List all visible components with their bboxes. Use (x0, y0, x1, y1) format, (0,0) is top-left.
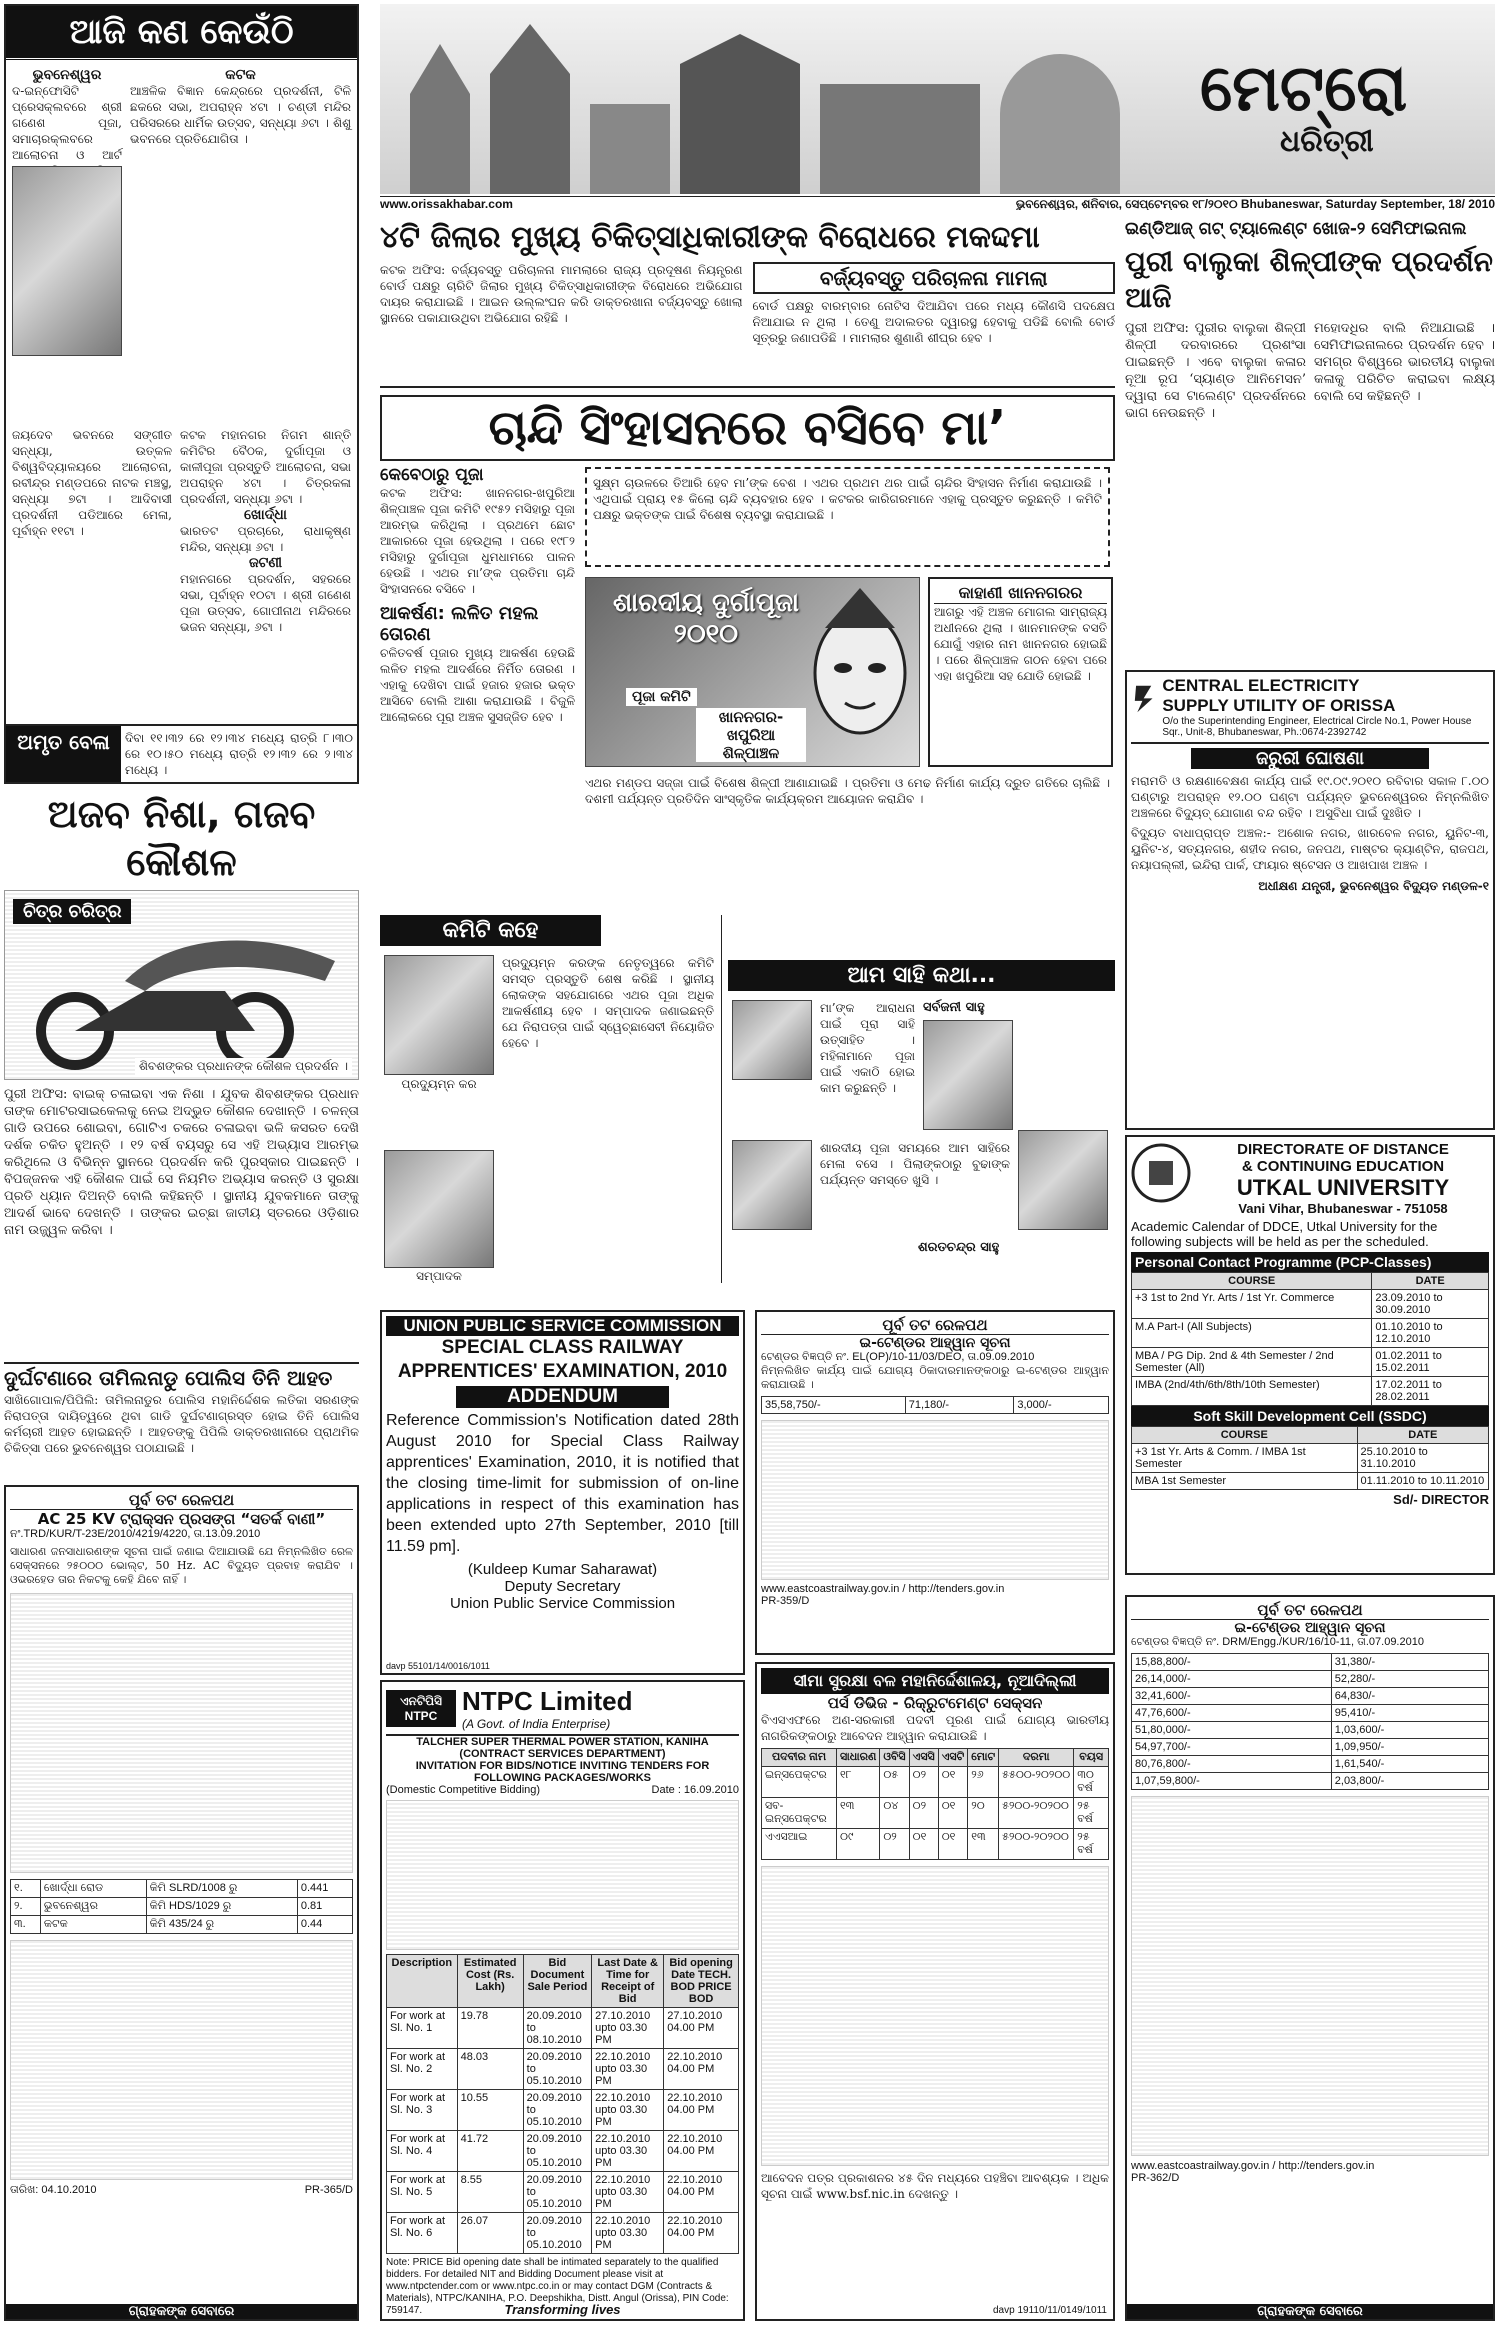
puja-highlight: ସୁକ୍ଷ୍ମ ଚାଉଳରେ ତିଆରି ହେବ ମା’ଙ୍କ ବେଶ । ଏଥର ପ୍ରଥମ ଥର ପାଇଁ ଚାନ୍ଦିର ସିଂହାସନ ନିର୍ମାଣ କରାଯାଉଛି । ଏଥିପାଇଁ ପ୍ରାୟ ୧୫ କିଲୋ ଚାନ୍ଦି ବ୍ୟବହାର ହେବ । କଟକର କାରିଗରମାନେ ଏହାକୁ ପ୍ରସ୍ତୁତ କରୁଛନ୍ତି । କମିଟି ପକ୍ଷରୁ ଭକ୍ତଙ୍କ ପାଇଁ ବିଶେଷ ବ୍ୟବସ୍ଥା କରାଯାଇଛି । (585, 467, 1110, 567)
cesu-org2: SUPPLY UTILITY OF ORISSA (1162, 696, 1396, 715)
utkal-l4: Vani Vihar, Bhubaneswar - 751058 (1238, 1201, 1448, 1216)
ntpc-invite: INVITATION FOR BIDS/NOTICE INVITING TENDERS FOR FOLLOWING PACKAGES/WORKS (415, 1760, 710, 1784)
upsc-h3: ADDENDUM (456, 1386, 669, 1408)
neighbour-photo-1 (732, 1000, 812, 1080)
neighbour-name-1: ସର୍ବଜନୀ ସାହୁ (923, 1000, 985, 1015)
right-top-story (1125, 218, 1495, 666)
left-listings-box (4, 4, 359, 784)
table-row: M.A Part-I (All Subjects) 01.10.2010 to 12.10.2010 (1132, 1319, 1489, 1348)
upsc-body: Reference Commission's Notification dated 28th August 2010 for Special Class Railway apprentices' Examination, 2010, it is notified that the closing time-limit for submission of on-line applications in respect of this examination has been extended upto 27th September, 2010 [till 11.59 pm]. (386, 1412, 739, 1555)
stunt-caption: ଶିବଶଙ୍କର ପ୍ରଧାନଙ୍କ କୌଶଳ ପ୍ରଦର୍ଶନ । (135, 1058, 352, 1075)
committee-person-2: ସମ୍ପାଦକ (416, 1269, 462, 1283)
ntpc-table: Description Estimated Cost (Rs. Lakh) Bid Document Sale Period Last Date & Time for Receipt of Bid Bid opening Date TECH. BOD PRICE BOD For work at Sl. No. 1 19.78 20.09.2010 to 08.10.2010 27.10.2010 upto 03.30 PM 27.10.2010 04.00 PM For work at Sl. No. 2 48.03 20.09.2010 to 05.10.2010 22.10.2010 upto 03.30 PM 22.10.2010 04.00 PM For work at Sl. No. 3 10.55 20.09.2010 to 05.10.2010 22.10.2010 upto 03.30 PM 22.10.2010 04.00 PM For work at Sl. No. 4 41.72 20.09.2010 to 05.10.2010 22.10.2010 upto 03.30 PM 22.10.2010 04.00 PM For work at Sl. No. 5 8.55 20.09.2010 to 05.10.2010 22.10.2010 upto 03.30 PM 22.10.2010 04.00 PM For work at Sl. No. 6 26.07 20.09.2010 to 05.10.2010 22.10.2010 upto 03.30 PM 22.10.2010 04.00 PM (386, 1954, 739, 2254)
temple-photo (12, 166, 122, 356)
cesu-logo-icon (1131, 676, 1156, 722)
table-row: 35,58,750/- 71,180/- 3,000/- (762, 1397, 1109, 1414)
puja-attraction-body: ଚଳିତବର୍ଷ ପୂଜାର ମୁଖ୍ୟ ଆକର୍ଷଣ ହେଉଛି ଲଳିତ ମହଲ ଆଦର୍ଶରେ ନିର୍ମିତ ତୋରଣ । ଏହାକୁ ଦେଖିବା ପାଇଁ ହଜାର ହଜାର ଭକ୍ତ ଆସିବେ ବୋଲି ଆଶା କରାଯାଉଛି । ବିଜୁଳି ଆଲୋକରେ ପୂରା ଅଞ୍ଚଳ ସୁସଜ୍ଜିତ ହେବ । (380, 646, 575, 724)
ecor3-ref: ନଂ.TRD/KUR/T-23E/2010/4219/4220, ତା.13.09.2010 (10, 1528, 261, 1540)
utkal-l3: UTKAL UNIVERSITY (1236, 1175, 1450, 1200)
police-headline: ଦୁର୍ଘଟଣାରେ ତାମିଲନାଡୁ ପୋଲିସ ତିନି ଆହତ (4, 1366, 333, 1390)
neighbour-box (728, 960, 1115, 1285)
neighbour-photo-3 (923, 1020, 1013, 1130)
neighbour-photo-2 (732, 1140, 812, 1230)
lead-body-b: ବୋର୍ଡ ପକ୍ଷରୁ ବାରମ୍ବାର ନୋଟିସ ଦିଆଯିବା ପରେ ମଧ୍ୟ କୌଣସି ପଦକ୍ଷେପ ନିଆଯାଇ ନ ଥିଲା । ତେଣୁ ଅଦାଲତର ଦ୍ୱାରସ୍ଥ ହେବାକୁ ପଡିଛି ବୋଲି ବୋର୍ଡ ସୂତ୍ରରୁ ଜଣାପଡିଛି । ମାମଲାର ଶୁଣାଣି ଶୀଘ୍ର ହେବ । (752, 299, 1115, 345)
cesu-areas: ବିଦ୍ୟୁତ ବାଧାପ୍ରାପ୍ତ ଅଞ୍ଚଳ:- ଅଶୋକ ନଗର, ଖାରବେଳ ନଗର, ୟୁନିଟ-୩, ୟୁନିଟ-୪, ସତ୍ୟନଗର, ଶହୀଦ ନଗର, ଜନପଥ, ମାଷ୍ଟର କ୍ୟାଣ୍ଟିନ, ରାଜପଥ, ନୟାପଲ୍ଲୀ, ଇନ୍ଦିରା ପାର୍କ, ଫାୟାର ଷ୍ଟେସନ ଓ ଆଖପାଖ ଅଞ୍ଚଳ । (1131, 826, 1489, 872)
ecor3-date: ତାରିଖ: 04.10.2010 (10, 2184, 97, 2196)
utkal-seal-icon (1131, 1141, 1191, 1211)
ecor-ad-tender-1 (755, 1310, 1115, 1655)
table-row: +3 1st Yr. Arts & Comm. / IMBA 1st Semester 25.10.2010 to 31.10.2010 (1132, 1444, 1489, 1473)
puja-attraction-heading: ଆକର୍ଷଣ: ଲଳିତ ମହଲ ତୋରଣ (380, 603, 539, 645)
committee-header: କମିଟି କହେ (380, 915, 601, 946)
committee-photo-2 (384, 1150, 494, 1268)
listing-sub-jatni: ଜଟଣୀ (248, 555, 282, 571)
ecor3-footer: ଗ୍ରାହକଙ୍କ ସେବାରେ (6, 2304, 357, 2319)
table-row: 80,76,800/- 1,61,540/- (1132, 1756, 1489, 1773)
bsf-header: ସୀମା ସୁରକ୍ଷା ବଳ ମହାନିର୍ଦ୍ଦେଶାଳୟ, ନୂଆଦିଲ୍ଲୀ (761, 1668, 1109, 1694)
ntpc-logo: ଏନଟିପିସି NTPC (386, 1690, 456, 1727)
bsf-ad (755, 1662, 1115, 2321)
bsf-table: ପଦବୀର ନାମ ସାଧାରଣ ଓବିସି ଏସସି ଏସଟି ମୋଟ ଦରମା ବୟସ ଇନ୍ସପେକ୍ଟର ୧୮ ୦୫ ୦୨ ୦୧ ୨୬ ୫୫୦୦-୨୦୨୦୦ ୩୦ ବର୍ଷ ସବ-ଇନ୍ସପେକ୍ଟର ୧୩ ୦୪ ୦୨ ୦୧ ୨୦ ୫୨୦୦-୨୦୨୦୦ ୨୫ ବର୍ଷ ଏଏସଆଇ ୦୯ ୦୨ ୦୧ ୦୧ ୧୩ ୫୨୦୦-୨୦୨୦୦ ୨୫ ବର୍ଷ (761, 1748, 1109, 1860)
ecor1-ref: ଟେଣ୍ଡର ବିଜ୍ଞପ୍ତି ନଂ. EL(OP)/10-11/03/DEO, ତା.09.09.2010 (761, 1351, 1035, 1363)
ecor3-pr: PR-365/D (304, 2184, 353, 2196)
listing-f: ମହାନଗରେ ପ୍ରଦର୍ଶନ, ସହରରେ ସଭା, ପୂର୍ବାହ୍ନ ୧୦ଟା । ଶ୍ରୀ ଗଣେଶ ପୂଜା ଉତ୍ସବ, ଗୋପୀନାଥ ମନ୍ଦିରରେ ଭଜନ ସନ୍ଧ୍ୟା, ୬ଟା । (180, 572, 351, 634)
ntpc-bidding: (Domestic Competitive Bidding) (386, 1784, 541, 1796)
table-row: 47,76,600/- 95,410/- (1132, 1705, 1489, 1722)
ecor-ad-tender-2 (1125, 1595, 1495, 2321)
history-heading: କାହାଣୀ ଖାନନଗରର (934, 583, 1107, 604)
utkal-intro: Academic Calendar of DDCE, Utkal University for the following subjects will be held as per the scheduled. (1131, 1219, 1438, 1249)
table-row: ଏଏସଆଇ ୦୯ ୦୨ ୦୧ ୦୧ ୧୩ ୫୨୦୦-୨୦୨୦୦ ୨୫ ବର୍ଷ (762, 1829, 1109, 1860)
ecor2-footer: ଗ୍ରାହକଙ୍କ ସେବାରେ (1127, 2304, 1493, 2319)
ecor2-header: ପୂର୍ବ ତଟ ରେଳପଥ (1131, 1601, 1489, 1620)
table-row: For work at Sl. No. 3 10.55 20.09.2010 to 05.10.2010 22.10.2010 upto 03.30 PM 22.10.2010 04.00 PM (387, 2090, 739, 2131)
listing-sub-cuttack: କଟକ (225, 67, 256, 83)
table-row: +3 1st to 2nd Yr. Arts / 1st Yr. Commerce 23.09.2010 to 30.09.2010 (1132, 1290, 1489, 1319)
right-body-a: ପୁରୀ ଅଫିସ: ପୁରୀର ବାଲୁକା ଶିଳ୍ପୀ ଶିଳ୍ପୀ ଦରବାରରେ ପ୍ରଶଂସା ପାଇଛନ୍ତି । ଏବେ ବାଲୁକା କଳାର ନୂଆ ରୂପ ‘ସ୍ୟାଣ୍ଡ ଆନିମେସନ’ ଦ୍ୱାରା ସେ ଟାଲେଣ୍ଟ ପ୍ରଦର୍ଶନରେ ଭାଗ ନେଉଛନ୍ତି । (1125, 321, 1306, 421)
upsc-h1: UNION PUBLIC SERVICE COMMISSION (386, 1316, 739, 1336)
ecor2-web[interactable]: www.eastcoastrailway.gov.in / http://tenders.gov.in (1131, 2160, 1375, 2172)
utkal-l2: & CONTINUING EDUCATION (1241, 1158, 1445, 1175)
lead-body-a: କଟକ ଅଫିସ: ବର୍ଜ୍ୟବସ୍ତୁ ପରିଚାଳନା ମାମଲାରେ ରାଜ୍ୟ ପ୍ରଦୂଷଣ ନିୟନ୍ତ୍ରଣ ବୋର୍ଡ ପକ୍ଷରୁ ଚାରିଟି ଜିଲାର ମୁଖ୍ୟ ଚିକିତ୍ସାଧିକାରୀଙ୍କ ବିରୋଧରେ ଅଭିଯୋଗ ଦାୟର କରାଯାଇଛି । ଆଇନ ଉଲ୍ଲଂଘନ କରି ଡାକ୍ତରଖାନା ବର୍ଜ୍ୟବସ୍ତୁ ଖୋଲା ସ୍ଥାନରେ ପକାଯାଉଥିବା ଅଭିଯୋଗ ରହିଛି । (380, 263, 743, 325)
ecor2-title: ଇ-ଟେଣ୍ଡର ଆହ୍ୱାନ ସୂଚନା (1234, 1620, 1386, 1636)
upsc-sign3: Union Public Service Commission (449, 1595, 676, 1612)
bsf-sub: ପର୍ସ ଡିଭିଜ - ରିକ୍ରୁଟମେଣ୍ଟ ସେକ୍ସନ (827, 1694, 1043, 1712)
table-row: 1,07,59,800/- 2,03,800/- (1132, 1773, 1489, 1790)
puja-story (380, 395, 1115, 913)
cesu-addr: O/o the Superintending Engineer, Electrical Circle No.1, Power House Sqr., Unit-8, Bhubaneswar, Ph.:0674-2392742 (1162, 716, 1472, 738)
bsf-notes: ଆବେଦନ ପତ୍ର ପ୍ରକାଶନର ୪୫ ଦିନ ମଧ୍ୟରେ ପହଞ୍ଚିବା ଆବଶ୍ୟକ । ଅଧିକ ସୂଚନା ପାଇଁ www.bsf.nic.in ଦେଖନ୍ତୁ । (761, 2171, 1109, 2201)
upsc-ref: davp 55101/14/0016/1011 (386, 1661, 490, 1671)
table-row: ୨. ଭୁବନେଶ୍ୱର କିମି HDS/1029 ରୁ 0.81 (11, 1898, 353, 1916)
stunt-story (4, 790, 359, 1355)
history-body: ଆଗରୁ ଏହି ଅଞ୍ଚଳ ମୋଗଲ ସାମ୍ରାଜ୍ୟ ଅଧୀନରେ ଥିଲା । ଖାନମାନଙ୍କ ବସତି ଯୋଗୁଁ ଏହାର ନାମ ଖାନନଗର ହୋଇଛି । ପରେ ଶିଳ୍ପାଞ୍ଚଳ ଗଠନ ହେବା ପରେ ଏହା ଖପୁରିଆ ସହ ଯୋଡି ହୋଇଛି । (934, 605, 1107, 683)
listing-c: ଜୟଦେବ ଭବନରେ ସଙ୍ଗୀତ ସନ୍ଧ୍ୟା, ଉତ୍କଳ ବିଶ୍ୱବିଦ୍ୟାଳୟରେ ଆଲୋଚନା, ରବୀନ୍ଦ୍ର ମଣ୍ଡପରେ ନାଟକ ମଞ୍ଚସ୍ଥ, ସନ୍ଧ୍ୟା ୭ଟା । ଆଦିବାସୀ ପ୍ରଦର୍ଶନୀ ପଡିଆରେ ମେଳା, ପୂର୍ବାହ୍ନ ୧୧ଟା । (12, 428, 172, 538)
utkal-ssdc: Soft Skill Development Cell (SSDC) (1131, 1406, 1489, 1426)
listings-header: ଆଜି କଣ କେଉଁଠି (6, 6, 357, 61)
police-body: ସାଖିଗୋପାଳ/ପିପିଲି: ତାମିଲନାଡୁର ପୋଲିସ ମହାନିର୍ଦ୍ଦେଶକ ଲତିକା ସରଣଙ୍କ ନିରାପତ୍ତା ଦାୟିତ୍ୱରେ ଥିବା ଗାଡି ଦୁର୍ଘଟଣାଗ୍ରସ୍ତ ହୋଇ ତିନି ପୋଲିସ କର୍ମଚାରୀ ଆହତ ହୋଇଛନ୍ତି । ଆହତଙ୍କୁ ପିପିଲି ଡାକ୍ତରଖାନାରେ ପ୍ରାଥମିକ ଚିକିତ୍ସା ପରେ ଭୁବନେଶ୍ୱର ପଠାଯାଇଛି । (4, 1393, 359, 1455)
table-row: 54,97,700/- 1,09,950/- (1132, 1739, 1489, 1756)
listing-b: ଆଞ୍ଚଳିକ ବିଜ୍ଞାନ କେନ୍ଦ୍ରରେ ପ୍ରଦର୍ଶନୀ, ଟିଳି ଛକରେ ସଭା, ଅପରାହ୍ନ ୪ଟା । ଚଣ୍ଡୀ ମନ୍ଦିର ପରିସରରେ ଧାର୍ମିକ ଉତ୍ସବ, ସନ୍ଧ୍ୟା ୬ଟା । ଶିଶୁ ଭବନରେ ପ୍ରତିଯୋଗିତା । (130, 84, 351, 146)
neighbour-body-b: ଶାରଦୀୟ ପୂଜା ସମୟରେ ଆମ ସାହିରେ ମେଳା ବସେ । ପିଲାଙ୍କଠାରୁ ବୁଢାଙ୍କ ପର୍ଯ୍ୟନ୍ତ ସମସ୍ତେ ଖୁସି । (820, 1141, 1010, 1187)
bsf-ref: davp 19110/11/0149/1011 (993, 2305, 1107, 2316)
ecor-ad-traction (4, 1485, 359, 2321)
cesu-org1: CENTRAL ELECTRICITY (1162, 676, 1360, 695)
bsf-body: ବିଏସଏଫରେ ଅଣ-ସରକାରୀ ପଦବୀ ପୂରଣ ପାଇଁ ଯୋଗ୍ୟ ଭାରତୀୟ ନାଗରିକଙ୍କଠାରୁ ଆବେଦନ ଆହ୍ୱାନ କରାଯାଉଛି । (761, 1713, 1109, 1743)
puja-body-a: କଟକ ଅଫିସ: ଖାନନଗର-ଖପୁରିଆ ଶିଳ୍ପାଞ୍ଚଳ ପୂଜା କମିଟି ୧୯୫୨ ମସିହାରୁ ପୂଜା ଆରମ୍ଭ କରିଥିଲା । ପ୍ରଥମେ ଛୋଟ ଆକାରରେ ପୂଜା ହେଉଥିଲା । ପରେ ୧୯୮୨ ମସିହାରୁ ଦୁର୍ଗାପୂଜା ଧୁମଧାମରେ ପାଳନ ହେଉଛି । ଏଥର ମା’ଙ୍କ ପ୍ରତିମା ଚାନ୍ଦି ସିଂହାସନରେ ବସିବେ । (380, 486, 575, 596)
ecor1-title: ଇ-ଟେଣ୍ଡର ଆହ୍ୱାନ ସୂଚନା (859, 1335, 1011, 1351)
table-row: For work at Sl. No. 6 26.07 20.09.2010 to 05.10.2010 22.10.2010 upto 03.30 PM 22.10.2010 04.00 PM (387, 2213, 739, 2254)
table-row: For work at Sl. No. 2 48.03 20.09.2010 to 05.10.2010 22.10.2010 upto 03.30 PM 22.10.2010 04.00 PM (387, 2049, 739, 2090)
neighbour-header: ଆମ ସାହି କଥା... (728, 960, 1115, 991)
ecor2-table (1131, 1653, 1489, 1790)
ecor3-body: ସାଧାରଣ ଜନସାଧାରଣଙ୍କ ସୂଚନା ପାଇଁ ଜଣାଇ ଦିଆଯାଉଛି ଯେ ନିମ୍ନଲିଖିତ ରେଳ ସେକ୍ସନରେ ୨୫୦୦୦ ଭୋଲ୍ଟ, 50 Hz. AC ବିଦ୍ୟୁତ ପ୍ରବାହ କରାଯିବ । ଓଭରହେଡ ତାର ନିକଟକୁ କେହି ଯିବେ ନାହିଁ । (10, 1545, 353, 1586)
amruta-label: ଅମୃତ ବେଳା (6, 726, 121, 782)
dateline: ଭୁବନେଶ୍ୱର, ଶନିବାର, ସେପ୍ଟେମ୍ବର ୧୮/୨୦୧୦ Bhubaneswar, Saturday September, 18/ 2010 (1015, 197, 1495, 210)
masthead (380, 4, 1495, 210)
neighbour-photo-4 (1018, 1130, 1108, 1230)
ecor1-pr: PR-359/D (761, 1595, 810, 1607)
amruta-text: ଦିବା ୧୧।୩୨ ରେ ୧୨।୩୪ ମଧ୍ୟେ ରାତ୍ରି ୮।୩୦ ରେ ୧୦।୫୦ ମଧ୍ୟେ ରାତ୍ରି ୧୨।୩୨ ରେ ୨।୩୪ ମଧ୍ୟେ । (125, 731, 353, 777)
stunt-photo (5, 891, 358, 1079)
committee-box (380, 915, 722, 1283)
utkal-pcp: Personal Contact Programme (PCP-Classes) (1131, 1252, 1489, 1272)
puja-banner (585, 577, 920, 767)
stunt-body: ପୁରୀ ଅଫିସ: ବାଇକ୍ ଚଳାଇବା ଏକ ନିଶା । ଯୁବକ ଶିବଶଙ୍କର ପ୍ରଧାନ ତାଙ୍କ ମୋଟରସାଇକେଲକୁ ନେଇ ଅଦ୍ଭୁତ କୌଶଳ ଦେଖାନ୍ତି । ଚଳନ୍ତା ଗାଡି ଉପରେ ଶୋଇବା, ଗୋଟିଏ ଚକରେ ଚଳାଇବା ଭଳି କସରତ ଦେଖି ଦର୍ଶକ ଚକିତ ହୁଅନ୍ତି । ୧୨ ବର୍ଷ ବୟସରୁ ସେ ଏହି ଅଭ୍ୟାସ ଆରମ୍ଭ କରିଥିଲେ ଓ ବିଭିନ୍ନ ସ୍ଥାନରେ ପ୍ରଦର୍ଶନ କରି ପୁରସ୍କାର ପାଇଛନ୍ତି । ବିପଜ୍ଜନକ ଏହି କୌଶଳ ପାଇଁ ସେ ନିୟମିତ ଅଭ୍ୟାସ କରନ୍ତି ଓ ସୁରକ୍ଷା ପ୍ରତି ଧ୍ୟାନ ଦିଅନ୍ତି ବୋଲି କହିଛନ୍ତି । ସ୍ଥାନୀୟ ଯୁବକମାନେ ତାଙ୍କୁ ଆଦର୍ଶ ଭାବେ ଦେଖନ୍ତି । ତାଙ୍କର ଇଚ୍ଛା ଜାତୀୟ ସ୍ତରରେ ଓଡ଼ିଶାର ନାମ ଉଜ୍ଜ୍ୱଳ କରିବା । (4, 1087, 359, 1238)
ntpc-title: NTPC Limited (462, 1686, 633, 1716)
listing-a: ଦ-ଇନ୍ଫୋସିଟି ପ୍ରେସକ୍ଲବରେ ଶ୍ରୀ ଗଣେଶ ପୂଜା, ସମାଚାରକ୍ଲବରେ ଆଲୋଚନା ଓ ଆର୍ଟ (12, 84, 122, 162)
ntpc-sub: (A Govt. of India Enterprise) (462, 1717, 611, 1731)
right-kicker: ଇଣ୍ଡିଆଜ୍ ଗଟ୍ ଟ୍ୟାଲେଣ୍ଟ ଖୋଜ-୨ ସେମିଫାଇନାଲ (1125, 219, 1467, 239)
amruta-bela (6, 724, 357, 782)
utkal-ssdc-table: COURSE DATE +3 1st Yr. Arts & Comm. / IMBA 1st Semester 25.10.2010 to 31.10.2010 MBA 1st Semester 01.11.2010 to 10.11.2010 (1131, 1426, 1489, 1490)
table-row: For work at Sl. No. 5 8.55 20.09.2010 to 05.10.2010 22.10.2010 upto 03.30 PM 22.10.2010 04.00 PM (387, 2172, 739, 2213)
table-row: ଇନ୍ସପେକ୍ଟର ୧୮ ୦୫ ୦୨ ୦୧ ୨୬ ୫୫୦୦-୨୦୨୦୦ ୩୦ ବର୍ଷ (762, 1767, 1109, 1798)
neighbour-body-a: ମା’ଙ୍କ ଆରାଧନା ପାଇଁ ପୂରା ସାହି ଉତ୍ସାହିତ । ମହିଳାମାନେ ପୂଜା ପାଇଁ ଏକାଠି ହୋଇ କାମ କରୁଛନ୍ତି । (820, 1001, 915, 1095)
table-row: 51,80,000/- 1,03,600/- (1132, 1722, 1489, 1739)
upsc-sign2: Deputy Secretary (504, 1578, 621, 1595)
banner-line2: ଖାନନଗର-ଖପୁରିଆ ଶିଳ୍ପାଞ୍ଚଳ (696, 708, 806, 762)
table-row: 32,41,600/- 64,830/- (1132, 1688, 1489, 1705)
masthead-title: ମେଟ୍ରୋ (1200, 52, 1408, 126)
utkal-ad (1125, 1135, 1495, 1575)
ecor3-table (10, 1879, 353, 1934)
ntpc-date: Date : 16.09.2010 (651, 1784, 739, 1796)
ntpc-note: Note: PRICE Bid opening date shall be intimated separately to the qualified bidders. For detailed NIT and Bidding Document please visit at www.ntpctender.com or www.ntpc.co.in or may contact DGM (Contracts & Materials), NTPC/KANIHA, P.O. Deepshikha, Distt. Angul (Orissa), PIN Code: 759147. (386, 2257, 729, 2316)
listing-sub-khordha: ଖୋର୍ଦ୍ଧା (244, 507, 287, 523)
utkal-l1: DIRECTORATE OF DISTANCE (1237, 1141, 1449, 1158)
banner-year: ଶାରଦୀୟ ଦୁର୍ଗାପୂଜା ୨୦୧୦ (612, 588, 800, 649)
table-row: 26,14,000/- 52,280/- (1132, 1671, 1489, 1688)
table-row: For work at Sl. No. 4 41.72 20.09.2010 to 05.10.2010 22.10.2010 upto 03.30 PM 22.10.2010 04.00 PM (387, 2131, 739, 2172)
cesu-notice: ଜରୁରୀ ଘୋଷଣା (1191, 748, 1429, 769)
table-row: MBA / PG Dip. 2nd & 4th Semester / 2nd Semester (All) 01.02.2011 to 15.02.2011 (1132, 1348, 1489, 1377)
listing-sub-bhubaneswar: ଭୁବନେଶ୍ୱର (32, 67, 102, 83)
goddess-face-icon (805, 588, 915, 758)
ecor1-web[interactable]: www.eastcoastrailway.gov.in / http://tenders.gov.in (761, 1583, 1005, 1595)
ntpc-ad (380, 1680, 745, 2321)
skyline-illustration (380, 4, 1160, 194)
upsc-h2: SPECIAL CLASS RAILWAY APPRENTICES' EXAMINATION, 2010 (397, 1337, 728, 1382)
puja-body-c: ଏଥର ମଣ୍ଡପ ସଜ୍ଜା ପାଇଁ ବିଶେଷ ଶିଳ୍ପୀ ଆଣାଯାଇଛି । ପ୍ରତିମା ଓ ମେଢ ନିର୍ମାଣ କାର୍ଯ୍ୟ ଦ୍ରୁତ ଗତିରେ ଚାଲିଛି । ଦଶମୀ ପର୍ଯ୍ୟନ୍ତ ପ୍ରତିଦିନ ସାଂସ୍କୃତିକ କାର୍ଯ୍ୟକ୍ରମ ଆୟୋଜନ କରାଯିବ । (585, 776, 1110, 806)
utkal-pcp-table: COURSE DATE +3 1st to 2nd Yr. Arts / 1st Yr. Commerce 23.09.2010 to 30.09.2010 M.A Part-I (All Subjects) 01.10.2010 to 12.10.2010 MBA / PG Dip. 2nd & 4th Semester / 2nd Semester (All) 01.02.2011 to 15.02.2011 IMBA (2nd/4th/6th/8th/10th Semester) 17.02.2011 to 28.02.2011 (1131, 1272, 1489, 1406)
puja-headline: ଚାନ୍ଦି ସିଂହାସନରେ ବସିବେ ମା’ (380, 395, 1115, 461)
cesu-sign: ଅଧୀକ୍ଷଣ ଯନ୍ତ୍ରୀ, ଭୁବନେଶ୍ୱର ବିଦ୍ୟୁତ ମଣ୍ଡଳ-୧ (1258, 879, 1489, 893)
lead-tag: ବର୍ଜ୍ୟବସ୍ତୁ ପରିଚାଳନା ମାମଲା (753, 262, 1116, 294)
ecor1-table (761, 1396, 1109, 1414)
ecor3-title: AC 25 KV ଟ୍ରାକ୍ସନ ପ୍ରସଙ୍ଗ “ସତର୍କ ବାଣୀ” (37, 1510, 326, 1528)
ntpc-station: TALCHER SUPER THERMAL POWER STATION, KANIHA (416, 1736, 709, 1748)
table-row: 15,88,800/- 31,380/- (1132, 1654, 1489, 1671)
ntpc-footer: Transforming lives (504, 2302, 621, 2317)
table-row: ୩. କଟକ କିମି 435/24 ରୁ 0.44 (11, 1916, 353, 1934)
right-headline: ପୁରୀ ବାଲୁକା ଶିଳ୍ପୀଙ୍କ ପ୍ରଦର୍ଶନ ଆଜି (1125, 245, 1493, 314)
ecor2-ref: ଟେଣ୍ଡର ବିଜ୍ଞପ୍ତି ନଂ. DRM/Engg./KUR/16/10-11, ତା.07.09.2010 (1131, 1636, 1424, 1648)
ecor3-header: ପୂର୍ବ ତଟ ରେଳପଥ (10, 1491, 353, 1510)
committee-person-1: ପ୍ରଦ୍ୟୁମ୍ନ କର (401, 1077, 477, 1091)
puja-sub: କେବେଠାରୁ ପୂଜା (380, 465, 484, 485)
ecor1-body: ନିମ୍ନଲିଖିତ କାର୍ଯ୍ୟ ପାଇଁ ଯୋଗ୍ୟ ଠିକାଦାରମାନଙ୍କଠାରୁ ଇ-ଟେଣ୍ଡର ଆହ୍ୱାନ କରାଯାଉଛି । (761, 1364, 1109, 1391)
cesu-body: ମରାମତି ଓ ରକ୍ଷଣାବେକ୍ଷଣ କାର୍ଯ୍ୟ ପାଇଁ ୧୯.୦୯.୨୦୧୦ ରବିବାର ସକାଳ ୮.୦୦ ଘଣ୍ଟାରୁ ଅପରାହ୍ନ ୧୨.୦୦ ଘଣ୍ଟା ପର୍ଯ୍ୟନ୍ତ ଭୁବନେଶ୍ୱରର ନିମ୍ନଲିଖିତ ଅଞ୍ଚଳରେ ବିଦ୍ୟୁତ୍ ଯୋଗାଣ ବନ୍ଦ ରହିବ । ଅସୁବିଧା ପାଇଁ ଦୁଃଖିତ । (1131, 774, 1489, 820)
table-row: IMBA (2nd/4th/6th/8th/10th Semester) 17.02.2011 to 28.02.2011 (1132, 1377, 1489, 1406)
banner-line1: ପୂଜା କମିଟି (626, 688, 697, 706)
table-row: ୧. ଖୋର୍ଦ୍ଧା ରୋଡ କିମି SLRD/1008 ରୁ 0.441 (11, 1880, 353, 1898)
stunt-headline: ଅଜବ ନିଶା, ଗଜବ କୌଶଳ (47, 792, 316, 884)
masthead-subtitle: ଧରିତ୍ରୀ (1280, 124, 1374, 159)
stunt-tag: ଚିତ୍ର ଚରିତ୍ର (13, 899, 131, 924)
listing-e: ଭାରତଟ ପ୍ରଚାରେ, ରାଧାକୃଷ୍ଣ ମନ୍ଦିର, ସନ୍ଧ୍ୟା ୬ଟା । (180, 524, 351, 554)
right-body-b: ମହୋଦଧିର ବାଲି ନିଆଯାଇଛି । ସେମିଫାଇନାଲରେ ପ୍ରଦର୍ଶନ ହେବ । ସମଗ୍ର ବିଶ୍ୱରେ ଭାରତୀୟ ବାଲୁକା କଳାକୁ ପରିଚିତ କରାଇବା ଲକ୍ଷ୍ୟ ବୋଲି ସେ କହିଛନ୍ତି । (1314, 321, 1495, 404)
website[interactable]: www.orissakhabar.com (380, 197, 513, 210)
neighbour-name-2: ଶରତଚନ୍ଦ୍ର ସାହୁ (918, 1240, 1000, 1255)
listing-d: କଟକ ମହାନଗର ନିଗମ ଶାନ୍ତି କମିଟିର ବୈଠକ, ଦୁର୍ଗାପୂଜା ଓ କାଳୀପୂଜା ପ୍ରସ୍ତୁତି ଆଲୋଚନା, ସଭା ଅପରାହ୍ନ ୪ଟା । ଚିତ୍ରକଳା ପ୍ରଦର୍ଶନୀ, ସନ୍ଧ୍ୟା ୬ଟା । (180, 428, 351, 506)
upsc-ad (380, 1310, 745, 1675)
table-row: MBA 1st Semester 01.11.2010 to 10.11.2010 (1132, 1473, 1489, 1490)
table-row: ସବ-ଇନ୍ସପେକ୍ଟର ୧୩ ୦୪ ୦୨ ୦୧ ୨୦ ୫୨୦୦-୨୦୨୦୦ ୨୫ ବର୍ଷ (762, 1798, 1109, 1829)
cesu-ad (1125, 670, 1495, 1130)
police-story (4, 1362, 359, 1480)
ecor1-header: ପୂର୍ବ ତଟ ରେଳପଥ (761, 1316, 1109, 1335)
ecor2-pr: PR-362/D (1131, 2172, 1180, 2184)
puja-history (928, 577, 1113, 767)
committee-body: ପ୍ରଦ୍ୟୁମ୍ନ କରଙ୍କ ନେତୃତ୍ୱରେ କମିଟି ସମସ୍ତ ପ୍ରସ୍ତୁତି ଶେଷ କରିଛି । ସ୍ଥାନୀୟ ଲୋକଙ୍କ ସହଯୋଗରେ ଏଥର ପୂଜା ଅଧିକ ଆକର୍ଷଣୀୟ ହେବ । ସମ୍ପାଦକ ଜଣାଇଛନ୍ତି ଯେ ନିରାପତ୍ତା ପାଇଁ ସ୍ୱେଚ୍ଛାସେବୀ ନିୟୋଜିତ ହେବେ । (502, 956, 714, 1050)
table-row: For work at Sl. No. 1 19.78 20.09.2010 to 08.10.2010 27.10.2010 upto 03.30 PM 27.10.2010 04.00 PM (387, 2008, 739, 2049)
lead-story (380, 218, 1115, 388)
upsc-sign1: (Kuldeep Kumar Saharawat) (467, 1561, 658, 1578)
ntpc-dept: (CONTRACT SERVICES DEPARTMENT) (459, 1748, 666, 1760)
utkal-sign: Sd/- DIRECTOR (1393, 1492, 1489, 1507)
committee-photo-1 (384, 955, 494, 1075)
lead-headline: ୪ଟି ଜିଲାର ମୁଖ୍ୟ ଚିକିତ୍ସାଧିକାରୀଙ୍କ ବିରୋଧରେ ମକଦ୍ଦମା (380, 220, 1040, 255)
